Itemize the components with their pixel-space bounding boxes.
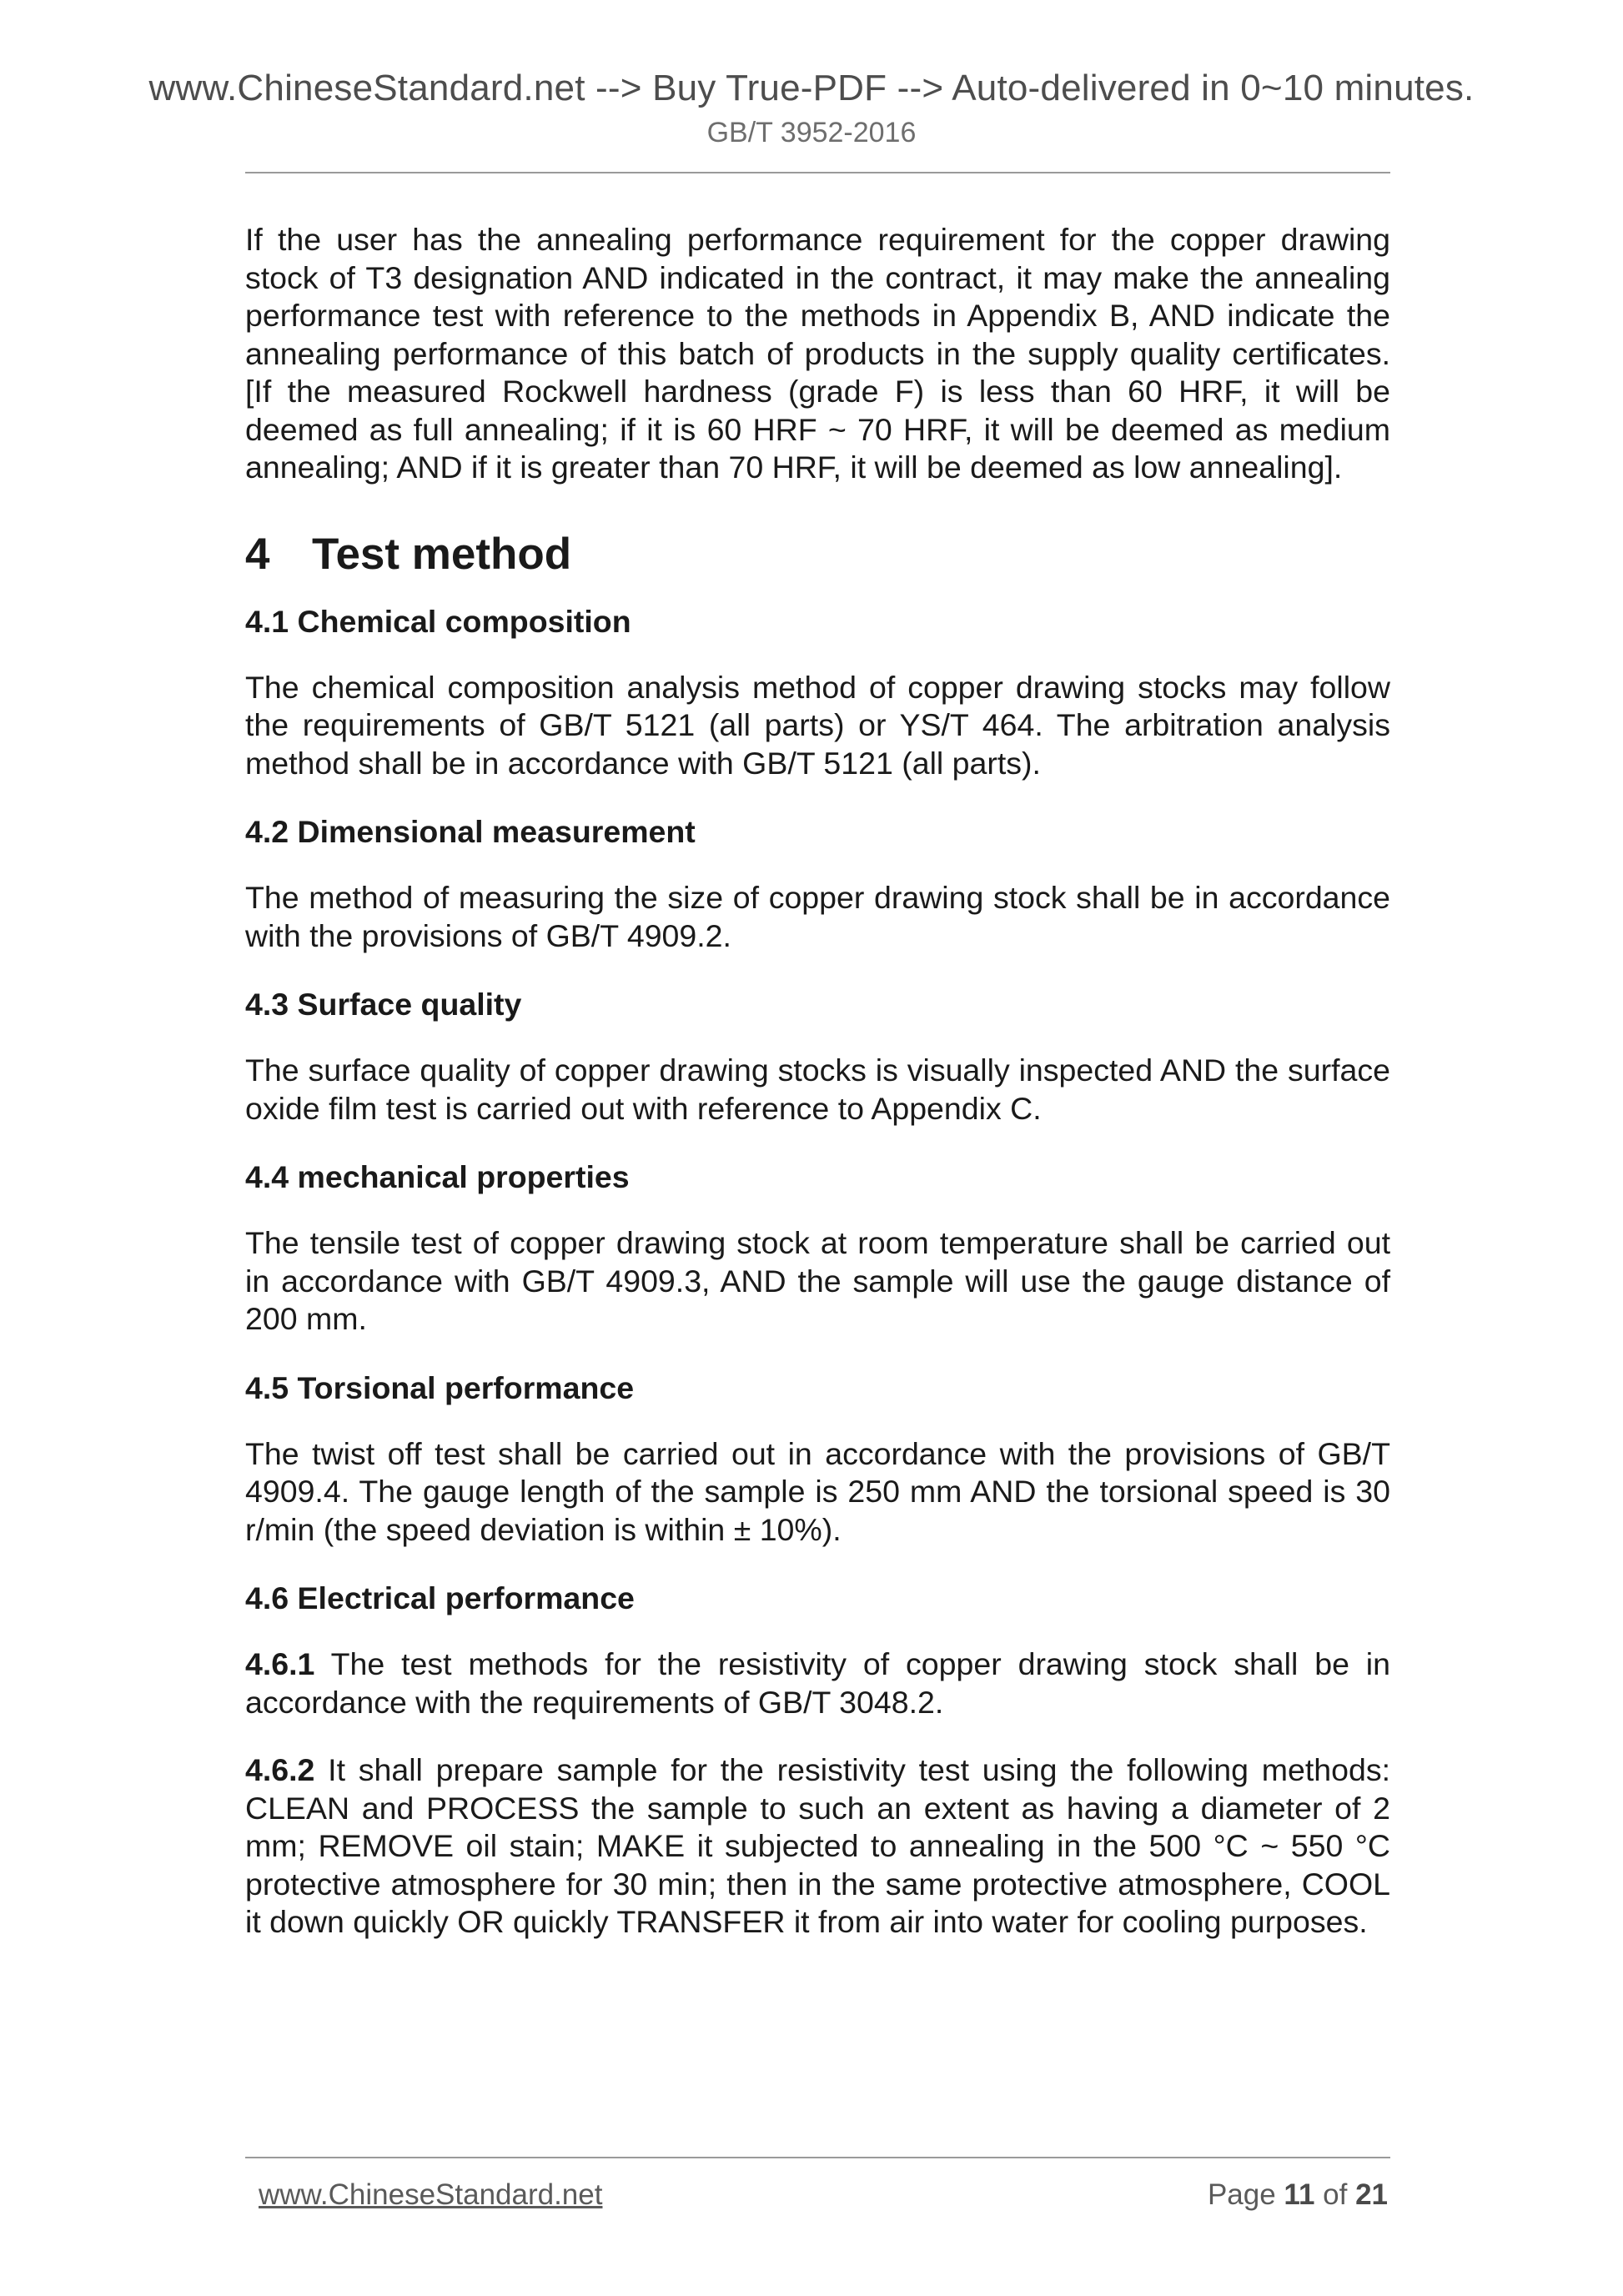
clause-4-6-1-number: 4.6.1 — [245, 1646, 315, 1681]
page-of-label: of — [1314, 2178, 1356, 2211]
section-4-4-text: The tensile test of copper drawing stock at room temperature shall be carried out in accordance with GB/T 4909.3, AND the sample will use the gauge distance of 200 mm. — [245, 1225, 1390, 1336]
standard-number: GB/T 3952-2016 — [706, 117, 917, 148]
page-header — [0, 65, 1623, 152]
section-4-1-text: The chemical composition analysis method of copper drawing stocks may follow the requirements of GB/T 5121 (all parts) or YS/T 464. The arbitration analysis method shall be in accordance with GB/T 5121 (all parts). — [245, 669, 1390, 781]
section-4-2-heading: 4.2 Dimensional measurement — [245, 814, 696, 849]
section-4-5-heading: 4.5 Torsional performance — [245, 1369, 635, 1405]
section-4-3-heading: 4.3 Surface quality — [245, 987, 522, 1022]
current-page-number: 11 — [1284, 2178, 1315, 2211]
document-body — [245, 221, 1390, 1942]
header-divider — [245, 172, 1390, 173]
intro-paragraph: If the user has the annealing performance requirement for the copper drawing stock of T3 designation AND indicated in the contract, it may make the annealing performance test with reference to the methods in Appendix B, AND indicate the annealing performance of this batch of products in the supply quality certificates. [If the measured Rockwell hardness (grade F) is less than 60 HRF, it will be deemed as full annealing; if it is 60 HRF ~ 70 HRF, it will be deemed as medium annealing; AND if it is greater than 70 HRF, it will be deemed as low annealing]. — [245, 222, 1390, 485]
section-4-title: Test method — [312, 529, 572, 579]
section-4-5-text: The twist off test shall be carried out in accordance with the provisions of GB/T 4909.4. The gauge length of the sample is 250 mm AND the torsional speed is 30 r/min (the speed deviation is within ± 10%). — [245, 1435, 1390, 1547]
clause-4-6-2-number: 4.6.2 — [245, 1752, 315, 1787]
section-4-4-heading: 4.4 mechanical properties — [245, 1159, 630, 1194]
clause-4-6-2-text: It shall prepare sample for the resistivity test using the following methods: CLEAN and PROCESS the sample to such an extent as having a diameter of 2 mm; REMOVE oil stain; MAKE it subjected to annealing in the 500 °C ~ 550 °C protective atmosphere for 30 min; then in the same protective atmosphere, COOL it down quickly OR quickly TRANSFER it from air into water for cooling purposes. — [245, 1752, 1390, 1939]
section-4-6-2-paragraph — [245, 1751, 1390, 1942]
clause-4-6-1-text: The test methods for the resistivity of copper drawing stock shall be in accordance with the requirements of GB/T 3048.2. — [245, 1646, 1390, 1720]
section-4-3-text: The surface quality of copper drawing stocks is visually inspected AND the surface oxide film test is carried out with reference to Appendix C. — [245, 1053, 1390, 1126]
section-4-2-text: The method of measuring the size of copper drawing stock shall be in accordance with the provisions of GB/T 4909.2. — [245, 880, 1390, 953]
total-pages-number: 21 — [1355, 2178, 1388, 2211]
section-4-1-heading: 4.1 Chemical composition — [245, 603, 631, 639]
page-indicator — [1208, 2177, 1388, 2213]
section-4-6-heading: 4.6 Electrical performance — [245, 1580, 635, 1615]
footer-website-link[interactable]: www.ChineseStandard.net — [259, 2178, 603, 2211]
section-4-heading — [245, 528, 1390, 581]
footer-divider — [245, 2157, 1390, 2158]
page-label: Page — [1207, 2178, 1284, 2211]
section-4-number: 4 — [245, 529, 270, 579]
section-4-6-1-paragraph — [245, 1645, 1390, 1721]
header-banner-text: www.ChineseStandard.net --> Buy True-PDF --> Auto-delivered in 0~10 minutes. — [148, 68, 1475, 108]
